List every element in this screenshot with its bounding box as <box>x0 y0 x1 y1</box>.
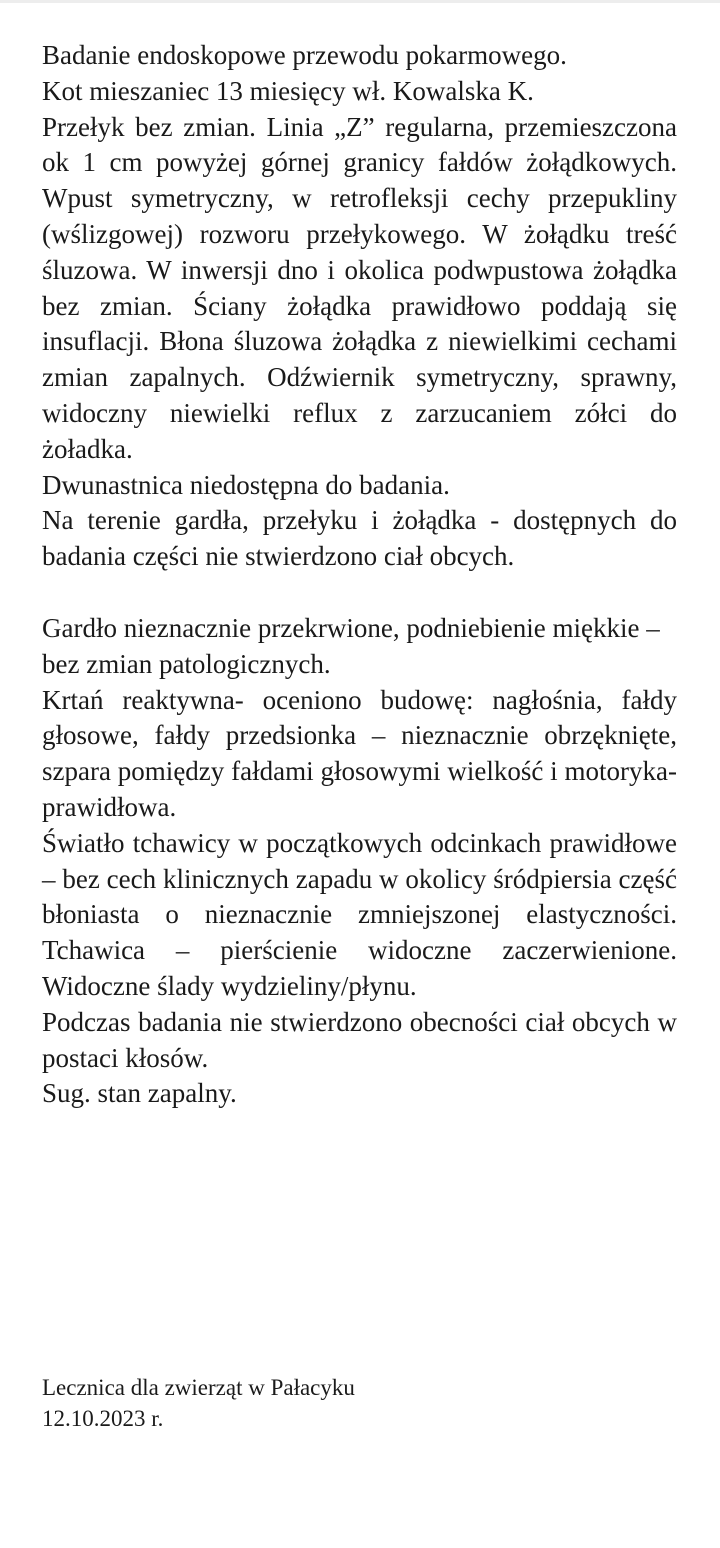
report-title: Badanie endoskopowe przewodu pokarmowego. <box>42 40 567 70</box>
duodenum-line: Dwunastnica niedostępna do badania. <box>42 469 450 500</box>
top-divider <box>0 0 720 3</box>
suggestion-line: Sug. stan zapalny. <box>42 1078 237 1109</box>
report-body <box>42 38 677 1112</box>
report-date: 12.10.2023 r. <box>42 1406 164 1431</box>
clinic-name: Lecznica dla zwierząt w Pałacyku <box>42 1375 355 1400</box>
throat-paragraph: Gardło nieznacznie przekrwione, podniebienie miękkie –bez zmian patologicznych. <box>42 612 660 679</box>
airway-foreign-bodies-paragraph: Podczas badania nie stwierdzono obecności ciał obcych w postaci kłosów. <box>42 1006 677 1073</box>
larynx-paragraph: Krtań reaktywna- oceniono budowę: nagłośnia, fałdy głosowe, fałdy przedsionka – nieznacznie obrzęknięte, szpara pomiędzy fałdami głosowymi wielkość i motoryka- prawidłowa. <box>42 684 677 822</box>
gi-findings-paragraph: Przełyk bez zmian. Linia „Z” regularna, przemieszczona ok 1 cm powyżej górnej granicy fałdów żołądkowych. Wpust symetryczny, w retrofleksji cechy przepukliny (wślizgowej) rozworu przełykowego. W żołądku treść śluzowa. W inwersji dno i okolica podwpustowa żołądka bez zmian. Ściany żołądka prawidłowo poddają się insuflacji. Błona śluzowa żołądka z niewielkimi cechami zmian zapalnych. Odźwiernik symetryczny, sprawny, widoczny niewielki reflux z zarzucaniem zółci do żoładka. <box>42 111 677 464</box>
patient-line: Kot mieszaniec 13 miesięcy wł. Kowalska K. <box>42 75 534 106</box>
trachea-paragraph: Światło tchawicy w początkowych odcinkach prawidłowe – bez cech klinicznych zapadu w okolicy śródpiersia część błoniasta o nieznacznie zmniejszonej elastyczności. Tchawica – pierścienie widoczne zaczerwienione. Widoczne ślady wydzieliny/płynu. <box>42 827 677 1001</box>
signature-block <box>42 1372 355 1434</box>
gi-foreign-bodies-paragraph: Na terenie gardła, przełyku i żołądka - dostępnych do badania części nie stwierdzono ciał obcych. <box>42 505 677 572</box>
section-gap <box>42 575 677 611</box>
